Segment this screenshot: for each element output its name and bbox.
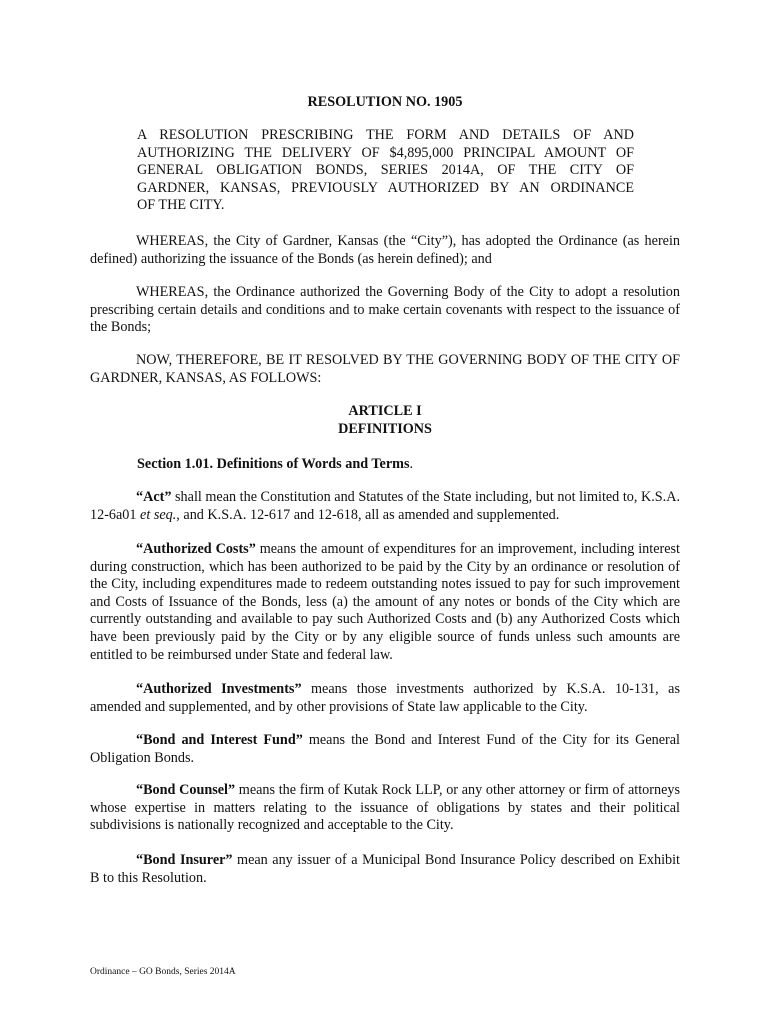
article-name: DEFINITIONS <box>338 421 432 437</box>
definition-text: mean any issuer of a Municipal Bond Insurance Policy described on Exhibit B to this Resolution. <box>90 852 680 886</box>
section-trail: . <box>409 456 414 472</box>
definition-text: , and K.S.A. 12-617 and 12-618, all as amended and supplemented. <box>176 506 560 523</box>
defined-term: “Bond Insurer” <box>136 852 233 868</box>
resolution-subtitle <box>137 127 634 215</box>
subtitle-line: A RESOLUTION PRESCRIBING THE FORM AND DETAILS OF AND <box>137 127 634 143</box>
whereas-paragraph-2: WHEREAS, the Ordinance authorized the Governing Body of the City to adopt a resolution prescribing certain details and conditions and to make certain covenants with respect to the issuance of the Bonds; <box>90 284 680 336</box>
resolution-title: RESOLUTION NO. 1905 <box>307 94 463 110</box>
definition-italic: et seq. <box>140 506 177 523</box>
defined-term: “Bond and Interest Fund” <box>136 732 303 748</box>
subtitle-line: AUTHORIZING THE DELIVERY OF $4,895,000 PRINCIPAL AMOUNT OF <box>137 144 634 161</box>
subtitle-line: OF THE CITY. <box>137 197 225 214</box>
page-footer: Ordinance – GO Bonds, Series 2014A <box>90 967 236 977</box>
definition-authorized-costs <box>90 541 680 664</box>
definition-text: means the firm of Kutak Rock LLP, or any other attorney or firm of attorneys whose expertise in matters relating to the issuance of obligations by states and their political subdivisions is nationally recognized and acceptable to the City. <box>90 782 680 834</box>
definition-authorized-investments <box>90 681 680 716</box>
defined-term: “Authorized Investments” <box>136 681 302 697</box>
definition-bond-interest-fund <box>90 732 680 767</box>
definition-text: shall mean the Constitution and Statutes of the State including, but not limited to, K.S.A. 12-6a01 <box>90 489 680 523</box>
section-label: Section 1.01. Definitions of Words and Terms <box>137 456 410 472</box>
definition-text: means those investments authorized by K.S.A. 10-131, as amended and supplemented, and by other provisions of State law applicable to the City. <box>90 681 680 715</box>
definition-bond-insurer <box>90 852 680 887</box>
definition-bond-counsel <box>90 782 680 835</box>
defined-term: “Act” <box>136 489 172 505</box>
subtitle-line: GENERAL OBLIGATION BONDS, SERIES 2014A, OF THE CITY OF <box>137 162 634 179</box>
whereas-paragraph-1: WHEREAS, the City of Gardner, Kansas (the “City”), has adopted the Ordinance (as herein defined) authorizing the issuance of the Bonds (as herein defined); and <box>90 233 680 267</box>
defined-term: “Authorized Costs” <box>136 541 256 557</box>
article-number: ARTICLE I <box>348 403 422 419</box>
now-therefore-paragraph: NOW, THEREFORE, BE IT RESOLVED BY THE GOVERNING BODY OF THE CITY OF GARDNER, KANSAS, AS FOLLOWS: <box>90 352 680 386</box>
definition-text: means the Bond and Interest Fund of the City for its General Obligation Bonds. <box>90 732 680 766</box>
subtitle-line: GARDNER, KANSAS, PREVIOUSLY AUTHORIZED BY AN ORDINANCE <box>137 179 634 196</box>
definition-act <box>90 489 680 524</box>
defined-term: “Bond Counsel” <box>136 782 236 798</box>
definition-text: means the amount of expenditures for an improvement, including interest during construction, which has been authorized to be paid by the City by an ordinance or resolution of the City, including expenditures made to redeem outstanding notes issued to pay for such improvement and Costs of Issuance of the Bonds, less (a) the amount of any notes or bonds of the City which are currently outstanding and available to pay such Authorized Costs and (b) any Authorized Costs which have been previously paid by the City or by any eligible source of funds unless such amounts are entitled to be reimbursed under State and federal law. <box>90 541 680 663</box>
section-heading <box>137 456 413 474</box>
